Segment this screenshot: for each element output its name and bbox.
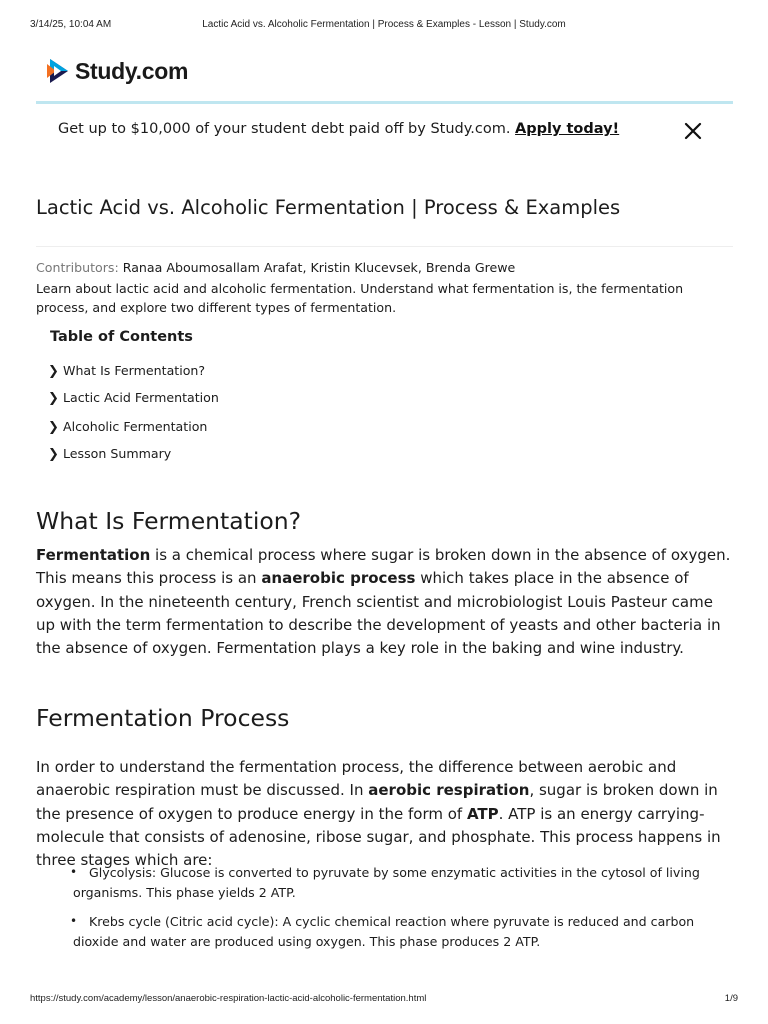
logo-text: Study.com <box>75 57 189 84</box>
print-url: https://study.com/academy/lesson/anaerobic-respiration-lactic-acid-alcoholic-fermentation.html <box>30 993 427 1004</box>
print-footer <box>0 993 768 1007</box>
toc-item-lesson-summary[interactable] <box>48 446 171 462</box>
bold-term: ATP <box>466 804 499 823</box>
paragraph-text: . ATP is an energy carrying-molecule that consists of adenosine, ribose sugar, and phosphate. This process happens in three stages which are: <box>36 804 721 870</box>
paragraph-text: In order to understand the fermentation process, the difference between aerobic and anaerobic respiration must be discussed. In <box>36 758 677 800</box>
respiration-stages-list <box>73 863 733 961</box>
promo-banner <box>58 121 619 137</box>
toc-item-label: Lactic Acid Fermentation <box>63 390 219 405</box>
print-page-title: Lactic Acid vs. Alcoholic Fermentation | Process & Examples - Lesson | Study.com <box>202 19 566 30</box>
contributors-line <box>36 260 515 275</box>
list-item-text: • Glycolysis: Glucose is converted to pyruvate by some enzymatic activities in the cytosol of living organisms. This phase yields 2 ATP. <box>73 865 700 900</box>
chevron-right-icon: ❯ <box>48 364 59 379</box>
toc-heading: Table of Contents <box>50 329 193 345</box>
study-com-play-logo-icon <box>46 58 70 84</box>
list-item <box>73 912 733 951</box>
lesson-title: Lactic Acid vs. Alcoholic Fermentation | Process & Examples <box>36 196 621 219</box>
close-icon[interactable] <box>684 122 702 140</box>
promo-text: Get up to $10,000 of your student debt paid off by Study.com. <box>58 121 511 137</box>
contributors-label: Contributors: <box>36 260 119 275</box>
bold-term: anaerobic process <box>261 569 416 588</box>
print-header <box>0 19 768 33</box>
paragraph-text: is a chemical process where sugar is broken down in the absence of oxygen. This means this process is an <box>36 546 731 588</box>
toc-item-what-is-fermentation[interactable] <box>48 363 205 379</box>
chevron-right-icon: ❯ <box>48 391 59 406</box>
toc-item-label: Lesson Summary <box>63 446 172 461</box>
fermentation-definition-paragraph <box>36 544 736 660</box>
lesson-summary: Learn about lactic acid and alcoholic fermentation. Understand what fermentation is, the fermentation process, and explore two different types of fermentation. <box>36 281 684 315</box>
print-datetime: 3/14/25, 10:04 AM <box>30 19 112 30</box>
chevron-right-icon: ❯ <box>48 447 59 462</box>
apply-today-link[interactable]: Apply today! <box>515 121 620 137</box>
paragraph-text: , sugar is broken down in the presence of oxygen to produce energy in the form of <box>36 781 718 823</box>
heading-what-is-fermentation: What Is Fermentation? <box>36 507 302 535</box>
bold-term: Fermentation <box>36 546 151 564</box>
toc-item-label: Alcoholic Fermentation <box>63 419 208 434</box>
heading-fermentation-process: Fermentation Process <box>36 704 290 732</box>
fermentation-process-paragraph <box>36 756 736 872</box>
paragraph-text: which takes place in the absence of oxygen. In the nineteenth century, French scientist and microbiologist Louis Pasteur came up with the term fermentation to describe the development of yeasts and other bacteria in the absence of oxygen. Fermentation plays a key role in the baking and wine industry. <box>36 569 721 658</box>
title-divider <box>36 246 733 247</box>
header-divider <box>36 101 733 104</box>
study-com-logo[interactable] <box>46 56 188 86</box>
toc-item-label: What Is Fermentation? <box>63 363 206 378</box>
list-item <box>73 863 733 902</box>
contributors-names: Ranaa Aboumosallam Arafat, Kristin Klucevsek, Brenda Grewe <box>122 260 516 275</box>
toc-item-lactic-acid-fermentation[interactable] <box>48 390 219 406</box>
toc-item-alcoholic-fermentation[interactable] <box>48 419 207 435</box>
bold-term: aerobic respiration <box>368 781 530 800</box>
print-page-number: 1/9 <box>724 993 738 1004</box>
list-item-text: • Krebs cycle (Citric acid cycle): A cyclic chemical reaction where pyruvate is reduced and carbon dioxide and water are produced using oxygen. This phase produces 2 ATP. <box>73 914 695 949</box>
chevron-right-icon: ❯ <box>48 420 59 435</box>
